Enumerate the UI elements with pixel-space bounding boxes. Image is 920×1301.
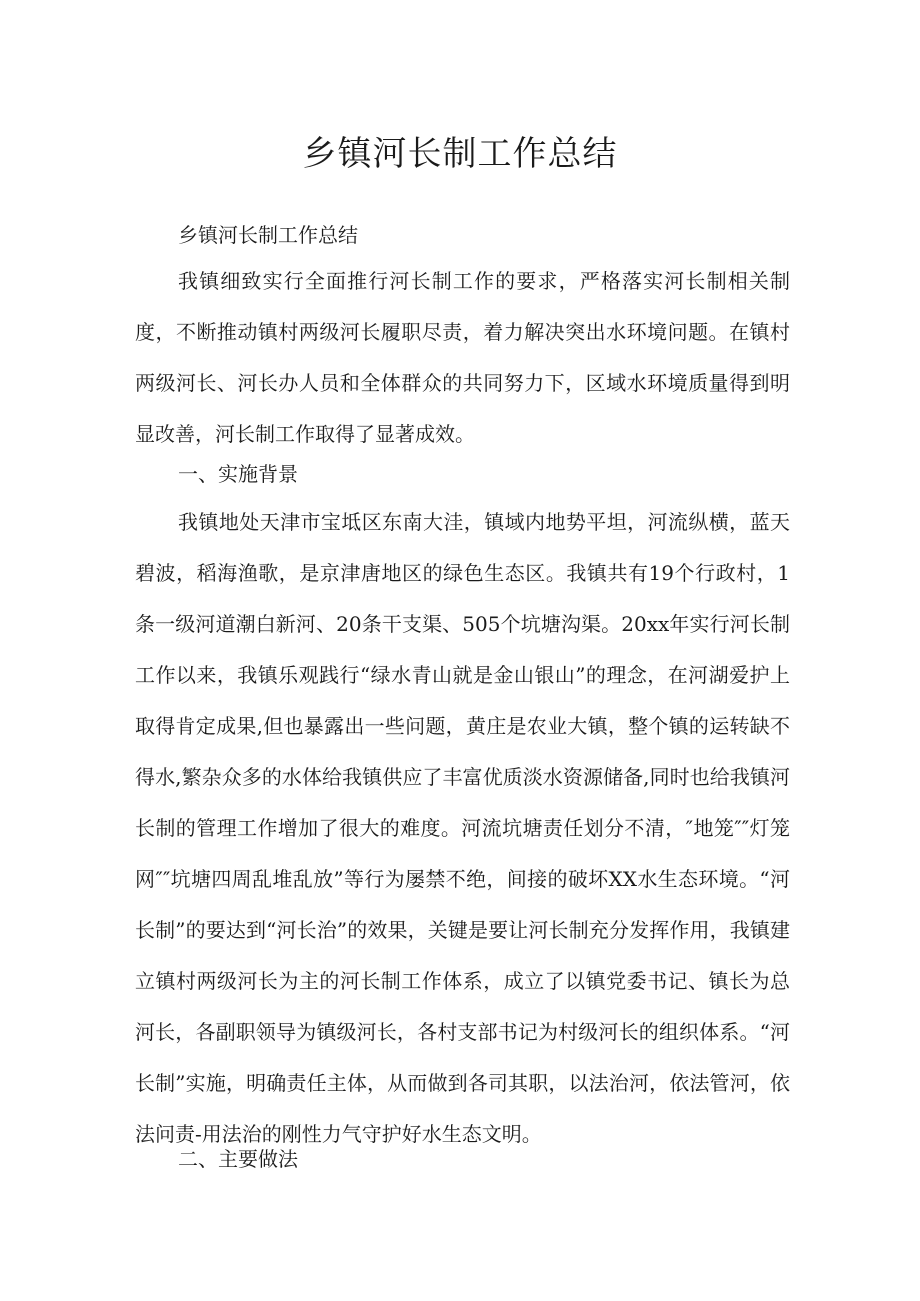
- section-heading-background: 一、实施背景: [178, 462, 298, 486]
- document-title: 乡镇河长制工作总结: [302, 134, 618, 174]
- document-subtitle: 乡镇河长制工作总结: [178, 223, 358, 247]
- intro-paragraph: 我镇细致实行全面推行河长制工作的要求，严格落实河长制相关制度，不断推动镇村两级河长履职尽责，着力解决突出水环境问题。在镇村两级河长、河长办人员和全体群众的共同努力下，区域水环境质量得到明显改善，河长制工作取得了显著成效。: [135, 269, 790, 446]
- background-paragraph: 我镇地处天津市宝坻区东南大洼，镇域内地势平坦，河流纵横，蓝天碧波，稻海渔歌，是京津唐地区的绿色生态区。我镇共有19个行政村，1条一级河道潮白新河、20条干支渠、505个坑塘沟渠。20xx年实行河长制工作以来，我镇乐观践行“绿水青山就是金山银山”的理念，在河湖爱护上取得肯定成果,但也暴露出一些问题，黄庄是农业大镇，整个镇的运转缺不得水,繁杂众多的水体给我镇供应了丰富优质淡水资源储备,同时也给我镇河长制的管理工作增加了很大的难度。河流坑塘责任划分不清，″地笼″″灯笼网″″坑塘四周乱堆乱放”等行为屡禁不绝，间接的破坏XX水生态环境。“河长制”的要达到“河长治”的效果，关键是要让河长制充分发挥作用，我镇建立镇村两级河长为主的河长制工作体系，成立了以镇党委书记、镇长为总河长，各副职领导为镇级河长，各村支部书记为村级河长的组织体系。“河长制”实施，明确责任主体，从而做到各司其职，以法治河，依法管河，依法问责-用法治的刚性力气守护好水生态文明。: [135, 510, 790, 1146]
- section-heading-practices: 二、主要做法: [178, 1147, 298, 1171]
